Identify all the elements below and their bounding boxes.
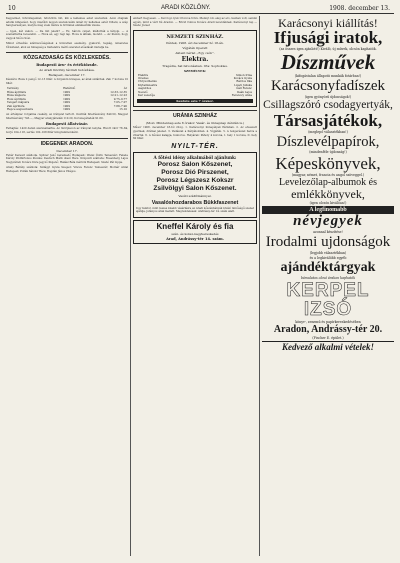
ad-business-cards: névjegyek <box>293 213 363 229</box>
table-header-cell: Határidő <box>63 86 76 91</box>
theatre-date: Péntek, 1908. évi december hó 18-án. <box>166 40 224 45</box>
intro-text: Kegyeimet, üdvözlégeimet, üdvözlöm önt, kik a kellemes estét szerezték. Azon óhajnak adunk kifejezést, hogy mielőbb legyen szerencsénk ismét ily kellemes estét tölteni, a szép hangversenyen, melyre még évek múlva is örömmel emlékezünk vissza. <box>6 17 128 28</box>
coal-shipping: Vasúti szállítmánnyal. <box>178 193 212 198</box>
visitors-date: December 17. <box>56 148 78 153</box>
newspaper-title: ARADI KÖZLÖNY. <box>161 5 211 11</box>
section-heading-visitors: IDEGENEK ARADON. <box>6 138 128 147</box>
ad-note: (meglepő választékban!) <box>308 129 348 134</box>
ad-finest-label: A legfinomabb <box>262 206 394 214</box>
cattle-report: Felhajtás: 1420 darab szarvasmarha. Az ökörpiacon az irányzat lanyha. Hizott ökör 78–84, borjú 104–118, sertés 102–108 fillér kilogrammonként. <box>6 127 128 134</box>
role-cell: Klytaimnestra <box>138 82 158 87</box>
role-cell: Orestes <box>138 76 149 81</box>
ad-note: (mindenféle újdonság!) <box>309 150 347 154</box>
coal-product: Porosz Salon Kőszenet, <box>157 160 233 168</box>
kneffel-trade: szén- és koksz-nagykereskedés <box>171 231 219 236</box>
kneffel-ad <box>133 220 257 244</box>
table-cell: 12.33–12.35 <box>110 89 127 94</box>
coal-ad <box>133 152 257 218</box>
coal-wood: Vasalóshozdarabos Bükkfaszenet <box>151 199 239 206</box>
subheading-exchange: Budapesti áru- és értéktőzsde. <box>36 63 98 68</box>
subheading-cattle: Budapesti állatvásár. <box>45 122 89 127</box>
play-title: Elektra. <box>181 55 209 63</box>
theatre-title: NEMZETI SZINHÁZ. <box>166 33 224 40</box>
ad-note: bámulatos olcsó árakon kaphatók <box>300 276 356 280</box>
ad-bargain: Kedvező alkalmi vételek! <box>262 341 394 352</box>
coal-ad-title: A főtési idény alkalmából ajánlunk: <box>153 154 237 160</box>
table-cell: 1909 <box>63 106 70 111</box>
table-cell: 12.21–12.23 <box>110 93 127 98</box>
ad-note: azonnal készítése! <box>313 230 343 234</box>
page-header <box>6 4 394 14</box>
table-cell: Rozs áprilisra <box>7 96 26 101</box>
column-rule <box>259 16 260 556</box>
ad-sparklers: Csillagszóró csodagyertyák, <box>263 99 393 111</box>
verse-text: — Igen, két vakon. — De mit jelent? — Ez, három csipet, kiáltották a lányok. — A szeméttárba bevezetni. — Hova az, egy régi lap. Hova is állnak, mondd. — Az illetők, hogy vagyok Szőcs Sósi. <box>6 29 128 40</box>
actor-cell: Simon Irma <box>236 72 252 77</box>
coal-product: Porosz Dió Pirszenet, <box>161 168 229 176</box>
role-cell: Chrysothemis <box>138 79 157 84</box>
play-note: Tragédia, hat felvonásban. Irta: Sophokles. <box>162 63 228 68</box>
table-cell: Tengeri májusra <box>7 100 30 105</box>
ad-literary-novelties: Irodalmi ujdonságok <box>265 234 391 250</box>
dispatch-note: Az Aradi Közlöny távirati tudósítása. <box>39 68 95 73</box>
ad-headline: Karácsonyi kiállítás! <box>278 17 378 30</box>
table-header-cell: Termény <box>7 86 19 91</box>
price-table <box>6 87 128 111</box>
column-rule <box>130 16 131 556</box>
table-cell: 1909 <box>63 96 70 101</box>
urania-program: Műsor 1908. december 18-tól 20-ig. 1. Karácsonyi ünnepélyek Párisban. 2. Az elveszett gyermek, drámai jelenet. 3. Vadászat a Kárpátokban. 4. Vígjáték. 5. A tengerészet harca a viharral. 6. A bűvész kalapja, humoros. Helyárak: Páholy 4 korona, I. hely 1 korona, II. hely 60 fillér. <box>133 126 257 141</box>
intro-text: embert Kegyesen. — Két fogó lyuk Orczova törzs. Mennyi idő elég az erő, kézben volt, semmi egyéb, mint a várt fiú Aradon. — Rövid Csinos Kovács Aradi leventéknek. Karácsonyi lap — Szabó József. <box>133 17 257 28</box>
actor-cell: Ferenczy Anna <box>231 93 252 98</box>
ad-note: (igen olcsón kiválóan!) <box>309 201 347 205</box>
table-cell: Repce augusztusra <box>7 106 33 111</box>
ad-note: (magyar, német, francia és angol szöveggel.) <box>291 173 365 177</box>
page-number: 10 <box>8 5 16 12</box>
theatre-subscription: Aktent bérlet ,,Egy csók''. <box>175 50 215 55</box>
table-cell: 15.10 <box>119 106 127 111</box>
issue-date: 1908. december 13. <box>329 5 390 12</box>
kneffel-name: Kneffel Károly és fia <box>156 221 234 231</box>
table-row <box>6 108 128 111</box>
newspaper-page <box>6 4 396 559</box>
table-cell: 7.88–7.90 <box>113 103 127 108</box>
ad-note: (az összes igen ajánlott!) Kiváló, új művek, olcsón kaphatók. <box>279 47 377 51</box>
actor-cell: Gáll Ferenc <box>236 86 252 91</box>
table-cell: 1909 <box>63 93 70 98</box>
table-cell: Zab áprilisra <box>7 103 25 108</box>
role-cell: Elektra <box>138 72 149 77</box>
table-cell: 1909 <box>63 100 70 105</box>
ad-memory-books: emlékkönyvek, <box>291 187 365 201</box>
column-left <box>6 17 128 175</box>
role-cell: Aegisthos <box>138 86 152 91</box>
table-cell: Búza májusra <box>7 93 26 98</box>
ad-gift-items: ajándéktárgyak <box>280 260 376 275</box>
ad-board-games: Társasjátékok, <box>273 110 383 130</box>
actor-cell: Bárdos Ilka <box>236 79 252 84</box>
section-heading-economy: KÖZGAZDASÁG ÉS KÖZLEKEDÉS. <box>6 52 128 61</box>
ad-note: (igen gyönyörű újdonságok!) <box>304 95 352 99</box>
ad-address: Aradon, Andrássy-tér 20. <box>273 324 383 335</box>
ad-merchant-name: KERPEL IZSÓ <box>286 280 370 320</box>
visitors-list: Fehér Kereszt szálloda. Spitzer Jenő kereskedő Budapest; Weisz Ödön Temesvár; Fekete Károly földbirtokos Pécska; Deutsch Márk utazó Bécs. Központi szálloda: Rosenberg Lajos Nagyvárad; Kovács Imre jegyző Kisjenő; Halász Béla mérnök Budapest; Szabó Pál Lippa. <box>6 153 128 164</box>
ad-stationery: Díszlevélpapírok, <box>276 133 380 150</box>
nyilt-ter-heading: NYILT-TÉR. <box>171 142 219 150</box>
table-cell: 1909 <box>63 103 70 108</box>
table-header-cell: Ár <box>123 86 127 91</box>
ad-note: könyv-, zenemű és papírkereskedésében <box>295 320 361 324</box>
paragraph-text: Minut értesítés számvevőségének a közvetlen esemény, gyakorló, tagság, ismeretes főtisztelet, ahol az ünnepség a tiszteletre méltó szeretet előadását mutatja be. <box>6 42 128 49</box>
table-cell: 9.75–9.77 <box>113 96 127 101</box>
ad-note: (legjobb választékban) <box>309 251 347 255</box>
ad-youth-books: Ifjusági iratok, <box>273 28 383 47</box>
role-cell: Kar vezetője <box>138 93 155 98</box>
start-time: Kezdete este 7 órakor. <box>137 99 253 103</box>
market-report: Készáru: Buza 2 pengő 12–13 fillér. A forgalom közepes, az árak szilárdak. Zab 7 korona 10 fillér. <box>6 78 128 85</box>
table-cell: Búza áprilisra <box>7 89 27 94</box>
dateline: Budapest, december 17. <box>48 73 86 78</box>
ad-decorative-works: Díszművek <box>280 50 376 74</box>
actor-cell: Kovács Gyula <box>233 76 252 81</box>
table-cell: 7.05–7.07 <box>113 100 127 105</box>
ad-note: (Fischer E. épület.) <box>312 336 344 340</box>
actor-cell: Deák Lajos <box>236 89 252 94</box>
stock-report: Az értékpiac forgalma csekély, az irányzat tartott. Osztrák hitelrészvény 640.50, Magyar hitelrészvény 745.—, Magyar aranyjáradék 110.20, Korona-járadék 91.60. <box>6 113 128 120</box>
table-cell: 1909 <box>63 89 70 94</box>
ad-note: és a legkiválóbb egyéb <box>309 256 347 260</box>
urania-schedule: (Mozi. Mindennap este 8 órakor. Vasár- és ünnepnap délután is.) <box>145 121 245 126</box>
table-row <box>137 94 253 97</box>
coal-product: Zsilvölgyi Salon Kőszenet. <box>153 184 237 192</box>
ad-note: (kifogástalan állapotú munkák fotárban!) <box>294 74 362 78</box>
ad-tree-ornaments: Karácsonyfadíszek <box>270 78 386 94</box>
actor-cell: Ligeti Juliska <box>234 82 252 87</box>
cast-title: SZEMÉLYEK: <box>183 68 207 73</box>
coal-product: Porosz Légszesz Kokszr <box>156 176 234 184</box>
visitors-list: Arany Bárány szálloda: Szilágyi Gyula Szeged; Vincze Ferenc Temesvár; Molnár Antal Budapest; Pollák Sándor Bécs; Bogdán János Világos. <box>6 166 128 173</box>
role-cell: Nevelő <box>138 89 148 94</box>
ad-postcard-albums: Levelezőlap-albumok és <box>278 177 377 188</box>
section-heading-urania: URÁNIA SZINHÁZ <box>133 110 257 119</box>
kneffel-address: Arad, Andrássy-tér 14. szám. <box>166 236 224 241</box>
cast-table <box>137 74 253 98</box>
theatre-genre: Vígjáték Operett <box>182 45 208 50</box>
ad-picture-books: Képeskönyvek, <box>275 154 381 173</box>
column-middle <box>133 17 257 246</box>
column-right-advertisement <box>262 17 394 557</box>
theatre-box <box>133 30 257 108</box>
coal-ad-body: Ugy famfor, mint feszes kisebb vásárlásra az Aradi kőszénbányák kiváló minőségű szenet ajánlja, jutányos árak mellett. Megrendelések: Andrássy-tér 14. szám alatt. <box>136 206 254 214</box>
